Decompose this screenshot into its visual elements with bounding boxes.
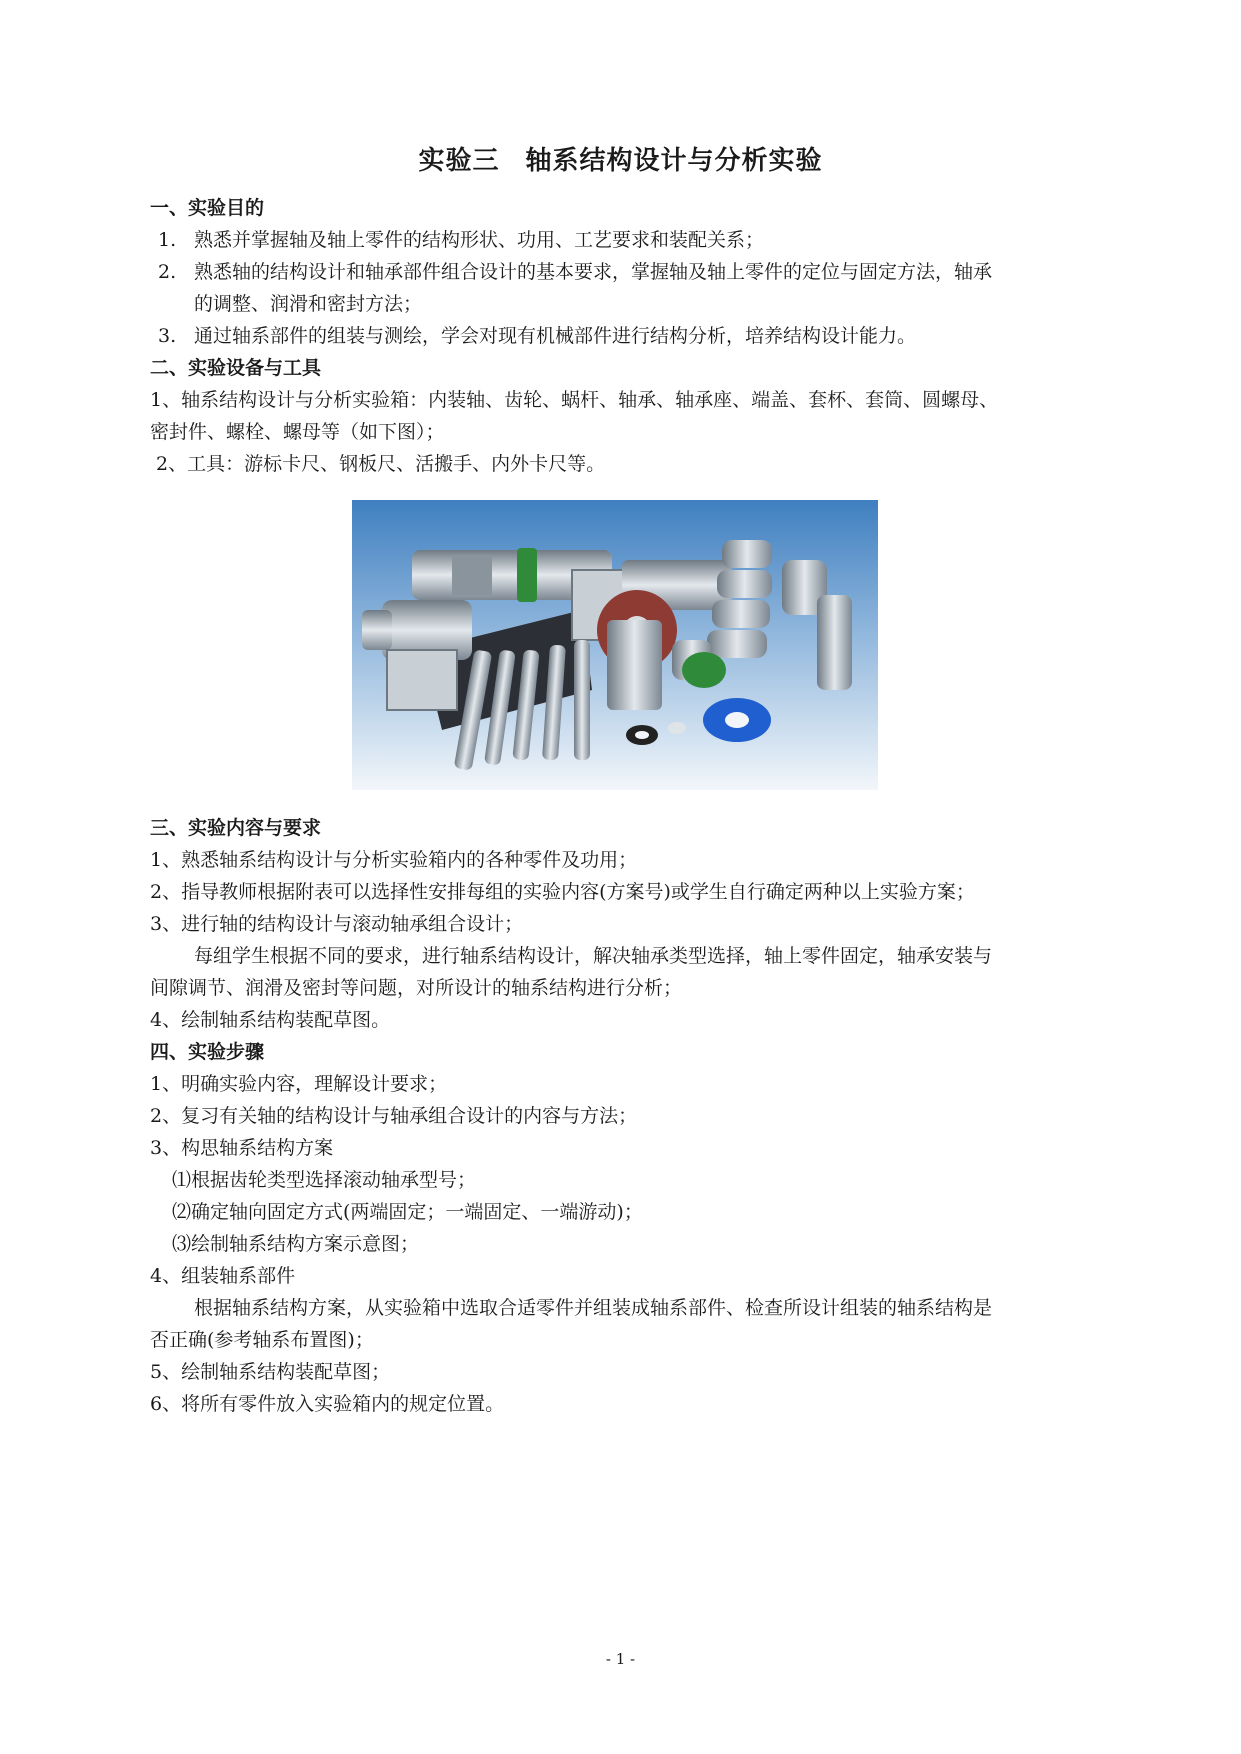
- objective-text: 熟悉并掌握轴及轴上零件的结构形状、功用、工艺要求和装配关系；: [194, 229, 765, 251]
- objective-text: 熟悉轴的结构设计和轴承部件组合设计的基本要求，掌握轴及轴上零件的定位与固定方法，轴承: [194, 261, 993, 283]
- step-line: 4、组装轴系部件: [150, 1265, 296, 1287]
- objective-item: [150, 224, 1110, 256]
- objective-item: [150, 320, 1110, 352]
- objective-item: [150, 256, 1110, 288]
- equipment-line: 密封件、螺栓、螺母等（如下图）；: [150, 421, 445, 443]
- content-paragraph-line: 间隙调节、润滑及密封等问题，对所设计的轴系结构进行分析；: [150, 977, 683, 999]
- objective-number: 3.: [158, 325, 177, 347]
- step-paragraph-line: 否正确(参考轴系布置图)；: [150, 1329, 374, 1351]
- tools-line: 2、工具：游标卡尺、钢板尺、活搬手、内外卡尺等。: [156, 453, 606, 475]
- equipment-line: 1、轴系结构设计与分析实验箱：内装轴、齿轮、蜗杆、轴承、轴承座、端盖、套杯、套筒、圆螺母、: [150, 389, 999, 411]
- section-heading-content: 三、实验内容与要求: [150, 817, 322, 839]
- step-line: 5、绘制轴系结构装配草图；: [150, 1361, 391, 1383]
- equipment-photo: [352, 500, 878, 790]
- sub-step-line: ⑴根据齿轮类型选择滚动轴承型号；: [172, 1169, 477, 1191]
- sub-step-line: ⑶绘制轴系结构方案示意图；: [172, 1233, 420, 1255]
- objective-text: 的调整、润滑和密封方法；: [194, 293, 423, 315]
- title-experiment-name: 轴系结构设计与分析实验: [525, 146, 823, 176]
- objective-text: 通过轴系部件的组装与测绘，学会对现有机械部件进行结构分析，培养结构设计能力。: [194, 325, 917, 347]
- content-line: 3、进行轴的结构设计与滚动轴承组合设计；: [150, 913, 524, 935]
- objective-number: 1.: [158, 229, 177, 251]
- step-line: 6、将所有零件放入实验箱内的规定位置。: [150, 1393, 505, 1415]
- content-line: 2、指导教师根据附表可以选择性安排每组的实验内容(方案号)或学生自行确定两种以上实验方案；: [150, 881, 975, 903]
- section-heading-steps: 四、实验步骤: [150, 1041, 265, 1063]
- step-paragraph-line: 根据轴系结构方案，从实验箱中选取合适零件并组装成轴系部件、检查所设计组装的轴系结构是: [194, 1297, 993, 1319]
- page-number: - 1 -: [605, 1650, 636, 1668]
- content-paragraph-line: 每组学生根据不同的要求，进行轴系结构设计，解决轴承类型选择，轴上零件固定，轴承安装与: [194, 945, 993, 967]
- page-title: [0, 140, 1241, 177]
- sub-step-line: ⑵确定轴向固定方式(两端固定；一端固定、一端游动)；: [172, 1201, 643, 1223]
- objective-number: 2.: [158, 261, 177, 283]
- objective-item-continuation: [150, 288, 1110, 320]
- step-line: 3、构思轴系结构方案: [150, 1137, 334, 1159]
- step-line: 2、复习有关轴的结构设计与轴承组合设计的内容与方法；: [150, 1105, 638, 1127]
- step-line: 1、明确实验内容，理解设计要求；: [150, 1073, 448, 1095]
- section-heading-equipment: 二、实验设备与工具: [150, 357, 322, 379]
- section-heading-objectives: 一、实验目的: [150, 197, 265, 219]
- content-line: 1、熟悉轴系结构设计与分析实验箱内的各种零件及功用；: [150, 849, 638, 871]
- content-line: 4、绘制轴系结构装配草图。: [150, 1009, 391, 1031]
- title-experiment-number: 实验三: [418, 146, 500, 176]
